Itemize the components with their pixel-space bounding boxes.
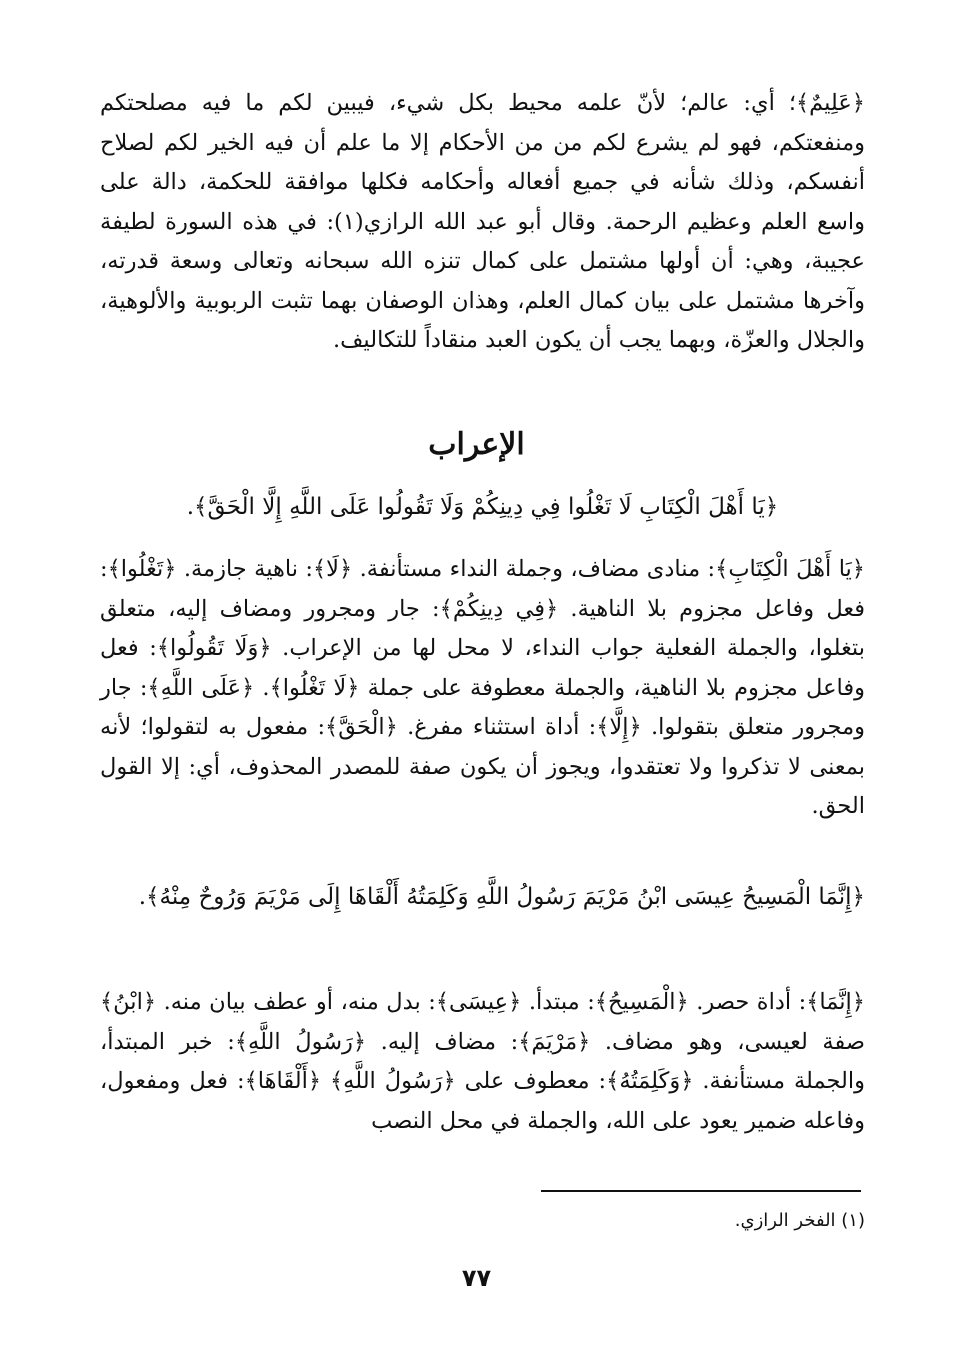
footnote: (١) الفخر الرازي. (734, 1210, 865, 1231)
page-number: ٧٧ (461, 1264, 492, 1292)
footnote-separator (541, 1190, 861, 1192)
irab-paragraph-2: ﴿إِنَّمَا﴾: أداة حصر. ﴿الْمَسِيحُ﴾: مبتدأ. ﴿عِيسَى﴾: بدل منه، أو عطف بيان منه. ﴿ابْنُ﴾ صفة لعيسى، وهو مضاف. ﴿مَرْيَمَ﴾: مضاف إليه. ﴿رَسُولُ اللَّهِ﴾: خبر المبتدأ، والجملة مستأنفة. ﴿وَكَلِمَتُهُ﴾: معطوف على ﴿رَسُولُ اللَّهِ﴾ ﴿أَلْقَاهَا﴾: فعل ومفعول، وفاعله ضمير يعود على الله، والجملة في محل النصب (100, 989, 865, 1134)
quran-verse-1: ﴿يَا أَهْلَ الْكِتَابِ لَا تَغْلُوا فِي دِينِكُمْ وَلَا تَقُولُوا عَلَى اللَّهِ إِلَّا الْحَقَّ﴾. (186, 494, 779, 520)
commentary-paragraph: ﴿عَلِيمٌ﴾؛ أي: عالم؛ لأنّ علمه محيط بكل شيء، فيبين لكم ما فيه مصلحتكم ومنفعتكم، فهو لم يشرع لكم من من الأحكام إلا ما علم أن فيه الخير لكم لصلاح أنفسكم، وذلك شأنه في جميع أفعاله وأحكامه فكلها موافقة للحكمة، دالة على واسع العلم وعظيم الرحمة. وقال أبو عبد الله الرازي(١): في هذه السورة لطيفة عجيبة، وهي: أن أولها مشتمل على كمال تنزه الله سبحانه وتعالى وسعة قدرته، وآخرها مشتمل على بيان كمال العلم، وهذان الوصفان بهما تثبت الربوبية والألوهية، والجلال والعزّة، وبهما يجب أن يكون العبد منقاداً للتكاليف. (100, 90, 866, 353)
irab-paragraph-1: ﴿يَا أَهْلَ الْكِتَابِ﴾: منادى مضاف، وجملة النداء مستأنفة. ﴿لَا﴾: ناهية جازمة. ﴿تَغْلُوا﴾: فعل وفاعل مجزوم بلا الناهية. ﴿فِي دِينِكُمْ﴾: جار ومجرور ومضاف إليه، متعلق بتغلوا، والجملة الفعلية جواب النداء، لا محل لها من الإعراب. ﴿وَلَا تَقُولُوا﴾: فعل وفاعل مجزوم بلا الناهية، والجملة معطوفة على جملة ﴿لَا تَغْلُوا﴾. ﴿عَلَى اللَّهِ﴾: جار ومجرور متعلق بتقولوا. ﴿إِلَّا﴾: أداة استثناء مفرغ. ﴿الْحَقَّ﴾: مفعول به لتقولوا؛ لأنه بمعنى لا تذكروا ولا تعتقدوا، ويجوز أن يكون صفة للمصدر المحذوف، أي: إلا القول الحق. (100, 556, 865, 819)
section-heading: الإعراب (428, 427, 525, 462)
quran-verse-2: ﴿إِنَّمَا الْمَسِيحُ عِيسَى ابْنُ مَرْيَمَ رَسُولُ اللَّهِ وَكَلِمَتُهُ أَلْقَاهَا إِلَى مَرْيَمَ وَرُوحٌ مِنْهُ﴾. (138, 884, 865, 910)
